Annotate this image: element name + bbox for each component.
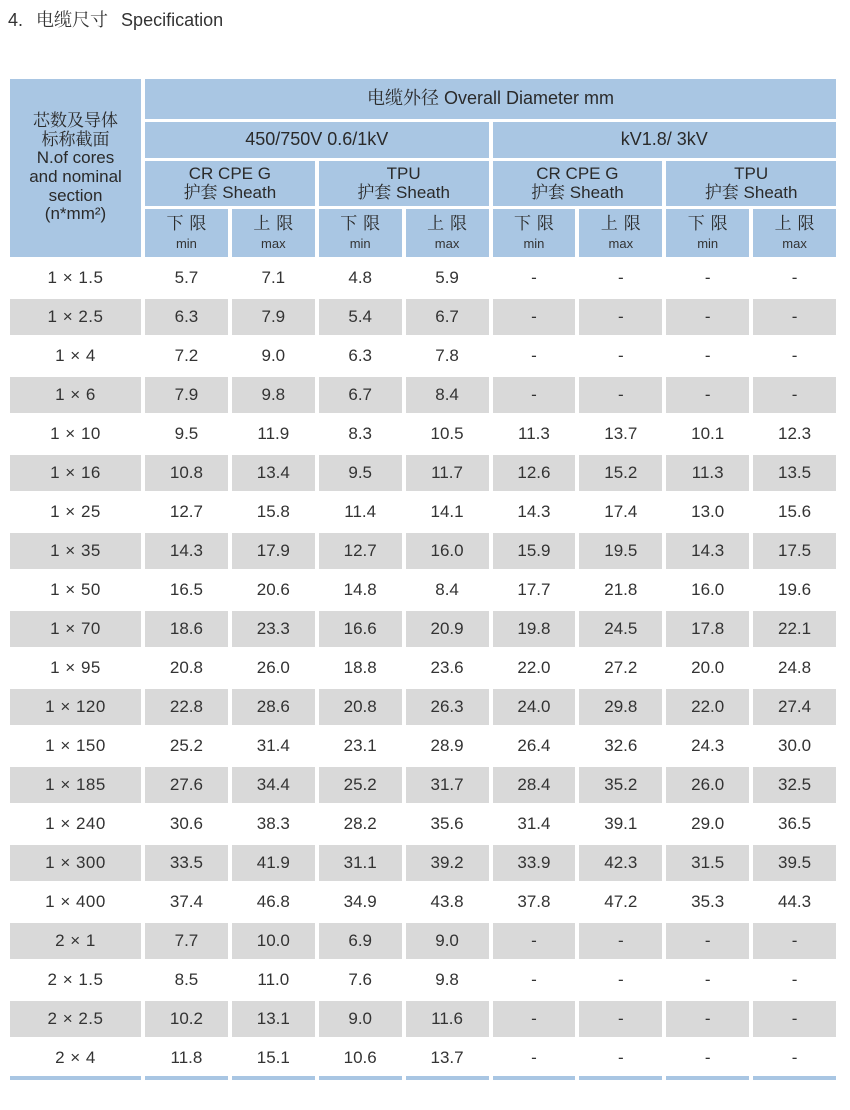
row-label: 1 × 300 — [10, 845, 141, 884]
value-cell: 14.1 — [406, 494, 489, 533]
value-cell: 7.2 — [145, 338, 228, 377]
value-cell: 17.5 — [753, 533, 836, 572]
value-cell: - — [493, 338, 576, 377]
value-cell: 26.0 — [666, 767, 749, 806]
value-cell: 20.8 — [319, 689, 402, 728]
value-cell: 30.0 — [753, 728, 836, 767]
value-cell: 32.6 — [579, 728, 662, 767]
value-cell: - — [753, 260, 836, 299]
value-cell: 26.3 — [406, 689, 489, 728]
row-header-cell — [10, 79, 141, 260]
row-label: 1 × 95 — [10, 650, 141, 689]
value-cell: 39.2 — [406, 845, 489, 884]
table-row — [10, 884, 836, 923]
value-cell: 43.8 — [406, 884, 489, 923]
value-cell: 27.4 — [753, 689, 836, 728]
value-cell: 33.5 — [145, 845, 228, 884]
value-cell: 34.4 — [232, 767, 315, 806]
value-cell: 7.6 — [319, 962, 402, 1001]
value-cell: 31.5 — [666, 845, 749, 884]
row-label: 1 × 2.5 — [10, 299, 141, 338]
value-cell: 33.9 — [493, 845, 576, 884]
row-header-line: section — [48, 185, 103, 205]
value-cell: - — [579, 923, 662, 962]
value-cell: 14.8 — [319, 572, 402, 611]
limit-header: 下限 min — [493, 209, 576, 260]
material-header: TPU 护套 Sheath — [319, 161, 489, 209]
value-cell: 13.7 — [579, 416, 662, 455]
material-header: CR CPE G 护套 Sheath — [145, 161, 315, 209]
value-cell: - — [666, 377, 749, 416]
value-cell: - — [579, 260, 662, 299]
table-row — [10, 1001, 836, 1040]
value-cell: 29.8 — [579, 689, 662, 728]
value-cell: 28.6 — [232, 689, 315, 728]
value-cell: 30.6 — [145, 806, 228, 845]
value-cell: 6.3 — [145, 299, 228, 338]
value-cell: 10.6 — [319, 1040, 402, 1080]
row-label: 2 × 1.5 — [10, 962, 141, 1001]
table-row — [10, 689, 836, 728]
section-title-zh: 电缆尺寸 — [36, 10, 109, 30]
value-cell: 7.8 — [406, 338, 489, 377]
row-header-line: N.of cores — [36, 148, 115, 168]
value-cell: - — [753, 1040, 836, 1080]
value-cell: - — [579, 1040, 662, 1080]
value-cell: 7.7 — [145, 923, 228, 962]
value-cell: - — [753, 923, 836, 962]
value-cell: 31.7 — [406, 767, 489, 806]
value-cell: 13.0 — [666, 494, 749, 533]
value-cell: 5.9 — [406, 260, 489, 299]
value-cell: 17.8 — [666, 611, 749, 650]
value-cell: 47.2 — [579, 884, 662, 923]
row-label: 1 × 16 — [10, 455, 141, 494]
value-cell: 32.5 — [753, 767, 836, 806]
table-row — [10, 650, 836, 689]
value-cell: 27.6 — [145, 767, 228, 806]
value-cell: 21.8 — [579, 572, 662, 611]
value-cell: 13.1 — [232, 1001, 315, 1040]
value-cell: 29.0 — [666, 806, 749, 845]
value-cell: 14.3 — [666, 533, 749, 572]
limit-header: 下限 min — [319, 209, 402, 260]
value-cell: 24.0 — [493, 689, 576, 728]
table-row — [10, 572, 836, 611]
row-label: 1 × 400 — [10, 884, 141, 923]
table-row — [10, 377, 836, 416]
value-cell: 23.6 — [406, 650, 489, 689]
value-cell: - — [753, 299, 836, 338]
limit-header: 上限 max — [232, 209, 315, 260]
value-cell: 15.8 — [232, 494, 315, 533]
value-cell: - — [493, 923, 576, 962]
table-body — [10, 260, 836, 1080]
value-cell: 20.6 — [232, 572, 315, 611]
value-cell: - — [666, 299, 749, 338]
value-cell: 4.8 — [319, 260, 402, 299]
value-cell: 35.6 — [406, 806, 489, 845]
value-cell: 39.5 — [753, 845, 836, 884]
value-cell: 10.5 — [406, 416, 489, 455]
value-cell: 19.5 — [579, 533, 662, 572]
value-cell: 37.4 — [145, 884, 228, 923]
value-cell: 11.4 — [319, 494, 402, 533]
value-cell: 44.3 — [753, 884, 836, 923]
value-cell: 15.2 — [579, 455, 662, 494]
value-cell: 28.9 — [406, 728, 489, 767]
table-row — [10, 338, 836, 377]
table-row — [10, 923, 836, 962]
value-cell: 38.3 — [232, 806, 315, 845]
voltage-header-low: 450/750V 0.6/1kV — [145, 122, 489, 161]
value-cell: 28.2 — [319, 806, 402, 845]
value-cell: 6.9 — [319, 923, 402, 962]
value-cell: 19.6 — [753, 572, 836, 611]
value-cell: - — [753, 338, 836, 377]
value-cell: 20.0 — [666, 650, 749, 689]
value-cell: 11.7 — [406, 455, 489, 494]
table-row — [10, 416, 836, 455]
row-header-line: 芯数及导体 — [33, 110, 118, 130]
value-cell: 12.6 — [493, 455, 576, 494]
value-cell: 31.4 — [493, 806, 576, 845]
row-label: 1 × 240 — [10, 806, 141, 845]
row-label: 1 × 50 — [10, 572, 141, 611]
value-cell: 20.9 — [406, 611, 489, 650]
value-cell: 11.3 — [666, 455, 749, 494]
value-cell: 35.2 — [579, 767, 662, 806]
value-cell: 13.5 — [753, 455, 836, 494]
value-cell: 25.2 — [319, 767, 402, 806]
value-cell: - — [753, 377, 836, 416]
row-label: 2 × 1 — [10, 923, 141, 962]
value-cell: 31.1 — [319, 845, 402, 884]
row-label: 1 × 25 — [10, 494, 141, 533]
value-cell: 12.7 — [319, 533, 402, 572]
value-cell: 12.7 — [145, 494, 228, 533]
value-cell: 9.8 — [406, 962, 489, 1001]
table-row — [10, 845, 836, 884]
limit-header: 上限 max — [753, 209, 836, 260]
value-cell: 9.0 — [232, 338, 315, 377]
value-cell: 14.3 — [145, 533, 228, 572]
value-cell: 23.1 — [319, 728, 402, 767]
table-row — [10, 533, 836, 572]
value-cell: 16.0 — [666, 572, 749, 611]
value-cell: 13.4 — [232, 455, 315, 494]
limit-header: 上限 max — [406, 209, 489, 260]
value-cell: 24.5 — [579, 611, 662, 650]
voltage-header-high: kV1.8/ 3kV — [493, 122, 837, 161]
row-header-line: and nominal — [29, 167, 122, 186]
value-cell: 46.8 — [232, 884, 315, 923]
value-cell: - — [493, 962, 576, 1001]
value-cell: 19.8 — [493, 611, 576, 650]
limit-header: 下限 min — [145, 209, 228, 260]
value-cell: - — [666, 923, 749, 962]
value-cell: 18.6 — [145, 611, 228, 650]
table-row — [10, 455, 836, 494]
section-title-en: Specification — [121, 10, 224, 30]
value-cell: 5.4 — [319, 299, 402, 338]
table-row — [10, 611, 836, 650]
value-cell: 11.8 — [145, 1040, 228, 1080]
value-cell: 5.7 — [145, 260, 228, 299]
row-header-line: 标称截面 — [41, 129, 110, 149]
value-cell: 8.3 — [319, 416, 402, 455]
value-cell: 10.2 — [145, 1001, 228, 1040]
value-cell: - — [666, 962, 749, 1001]
value-cell: 18.8 — [319, 650, 402, 689]
value-cell: 24.8 — [753, 650, 836, 689]
value-cell: 9.0 — [319, 1001, 402, 1040]
overall-diameter-header: 电缆外径 Overall Diameter mm — [145, 79, 836, 122]
value-cell: 8.5 — [145, 962, 228, 1001]
value-cell: - — [493, 377, 576, 416]
value-cell: 15.1 — [232, 1040, 315, 1080]
table-row — [10, 728, 836, 767]
row-label: 1 × 120 — [10, 689, 141, 728]
table-row — [10, 494, 836, 533]
value-cell: 6.7 — [406, 299, 489, 338]
limit-header: 下限 min — [666, 209, 749, 260]
value-cell: 10.1 — [666, 416, 749, 455]
row-label: 1 × 4 — [10, 338, 141, 377]
value-cell: 7.9 — [145, 377, 228, 416]
value-cell: - — [493, 260, 576, 299]
value-cell: 34.9 — [319, 884, 402, 923]
value-cell: 42.3 — [579, 845, 662, 884]
value-cell: 17.9 — [232, 533, 315, 572]
value-cell: 16.0 — [406, 533, 489, 572]
value-cell: 24.3 — [666, 728, 749, 767]
value-cell: - — [579, 338, 662, 377]
row-label: 2 × 4 — [10, 1040, 141, 1080]
value-cell: 11.6 — [406, 1001, 489, 1040]
value-cell: - — [666, 1001, 749, 1040]
row-label: 2 × 2.5 — [10, 1001, 141, 1040]
value-cell: 17.7 — [493, 572, 576, 611]
value-cell: 13.7 — [406, 1040, 489, 1080]
value-cell: 17.4 — [579, 494, 662, 533]
row-label: 1 × 35 — [10, 533, 141, 572]
row-label: 1 × 185 — [10, 767, 141, 806]
value-cell: 26.4 — [493, 728, 576, 767]
limit-header: 上限 max — [579, 209, 662, 260]
row-header-line: (n*mm²) — [44, 204, 107, 224]
value-cell: 16.6 — [319, 611, 402, 650]
section-number: 4. — [8, 10, 24, 30]
value-cell: - — [579, 962, 662, 1001]
value-cell: 10.0 — [232, 923, 315, 962]
row-label: 1 × 70 — [10, 611, 141, 650]
value-cell: 7.9 — [232, 299, 315, 338]
value-cell: 22.0 — [666, 689, 749, 728]
value-cell: 9.5 — [145, 416, 228, 455]
value-cell: 11.3 — [493, 416, 576, 455]
value-cell: 25.2 — [145, 728, 228, 767]
value-cell: - — [753, 962, 836, 1001]
value-cell: 16.5 — [145, 572, 228, 611]
value-cell: - — [579, 377, 662, 416]
value-cell: 26.0 — [232, 650, 315, 689]
value-cell: 31.4 — [232, 728, 315, 767]
value-cell: 36.5 — [753, 806, 836, 845]
value-cell: 10.8 — [145, 455, 228, 494]
value-cell: - — [666, 338, 749, 377]
value-cell: - — [579, 299, 662, 338]
value-cell: - — [666, 1040, 749, 1080]
table-row — [10, 299, 836, 338]
value-cell: 9.8 — [232, 377, 315, 416]
value-cell: 9.5 — [319, 455, 402, 494]
value-cell: 35.3 — [666, 884, 749, 923]
table-row — [10, 962, 836, 1001]
value-cell: - — [579, 1001, 662, 1040]
value-cell: 23.3 — [232, 611, 315, 650]
value-cell: 12.3 — [753, 416, 836, 455]
value-cell: 6.3 — [319, 338, 402, 377]
value-cell: - — [666, 260, 749, 299]
value-cell: - — [493, 1040, 576, 1080]
value-cell: 28.4 — [493, 767, 576, 806]
table-row — [10, 1040, 836, 1080]
value-cell: 27.2 — [579, 650, 662, 689]
value-cell: 22.1 — [753, 611, 836, 650]
material-header: CR CPE G 护套 Sheath — [493, 161, 663, 209]
value-cell: 8.4 — [406, 377, 489, 416]
section-title — [8, 6, 231, 32]
row-label: 1 × 1.5 — [10, 260, 141, 299]
value-cell: 14.3 — [493, 494, 576, 533]
value-cell: - — [753, 1001, 836, 1040]
value-cell: 22.0 — [493, 650, 576, 689]
value-cell: 6.7 — [319, 377, 402, 416]
value-cell: 7.1 — [232, 260, 315, 299]
table-row — [10, 806, 836, 845]
value-cell: 11.9 — [232, 416, 315, 455]
table-row — [10, 260, 836, 299]
value-cell: - — [493, 299, 576, 338]
material-header: TPU 护套 Sheath — [666, 161, 836, 209]
specification-table — [6, 79, 840, 1080]
value-cell: 8.4 — [406, 572, 489, 611]
value-cell: 11.0 — [232, 962, 315, 1001]
table-row — [10, 767, 836, 806]
value-cell: 41.9 — [232, 845, 315, 884]
row-label: 1 × 6 — [10, 377, 141, 416]
value-cell: 22.8 — [145, 689, 228, 728]
row-label: 1 × 150 — [10, 728, 141, 767]
value-cell: 20.8 — [145, 650, 228, 689]
value-cell: 9.0 — [406, 923, 489, 962]
value-cell: - — [493, 1001, 576, 1040]
value-cell: 39.1 — [579, 806, 662, 845]
value-cell: 15.6 — [753, 494, 836, 533]
value-cell: 37.8 — [493, 884, 576, 923]
row-label: 1 × 10 — [10, 416, 141, 455]
value-cell: 15.9 — [493, 533, 576, 572]
